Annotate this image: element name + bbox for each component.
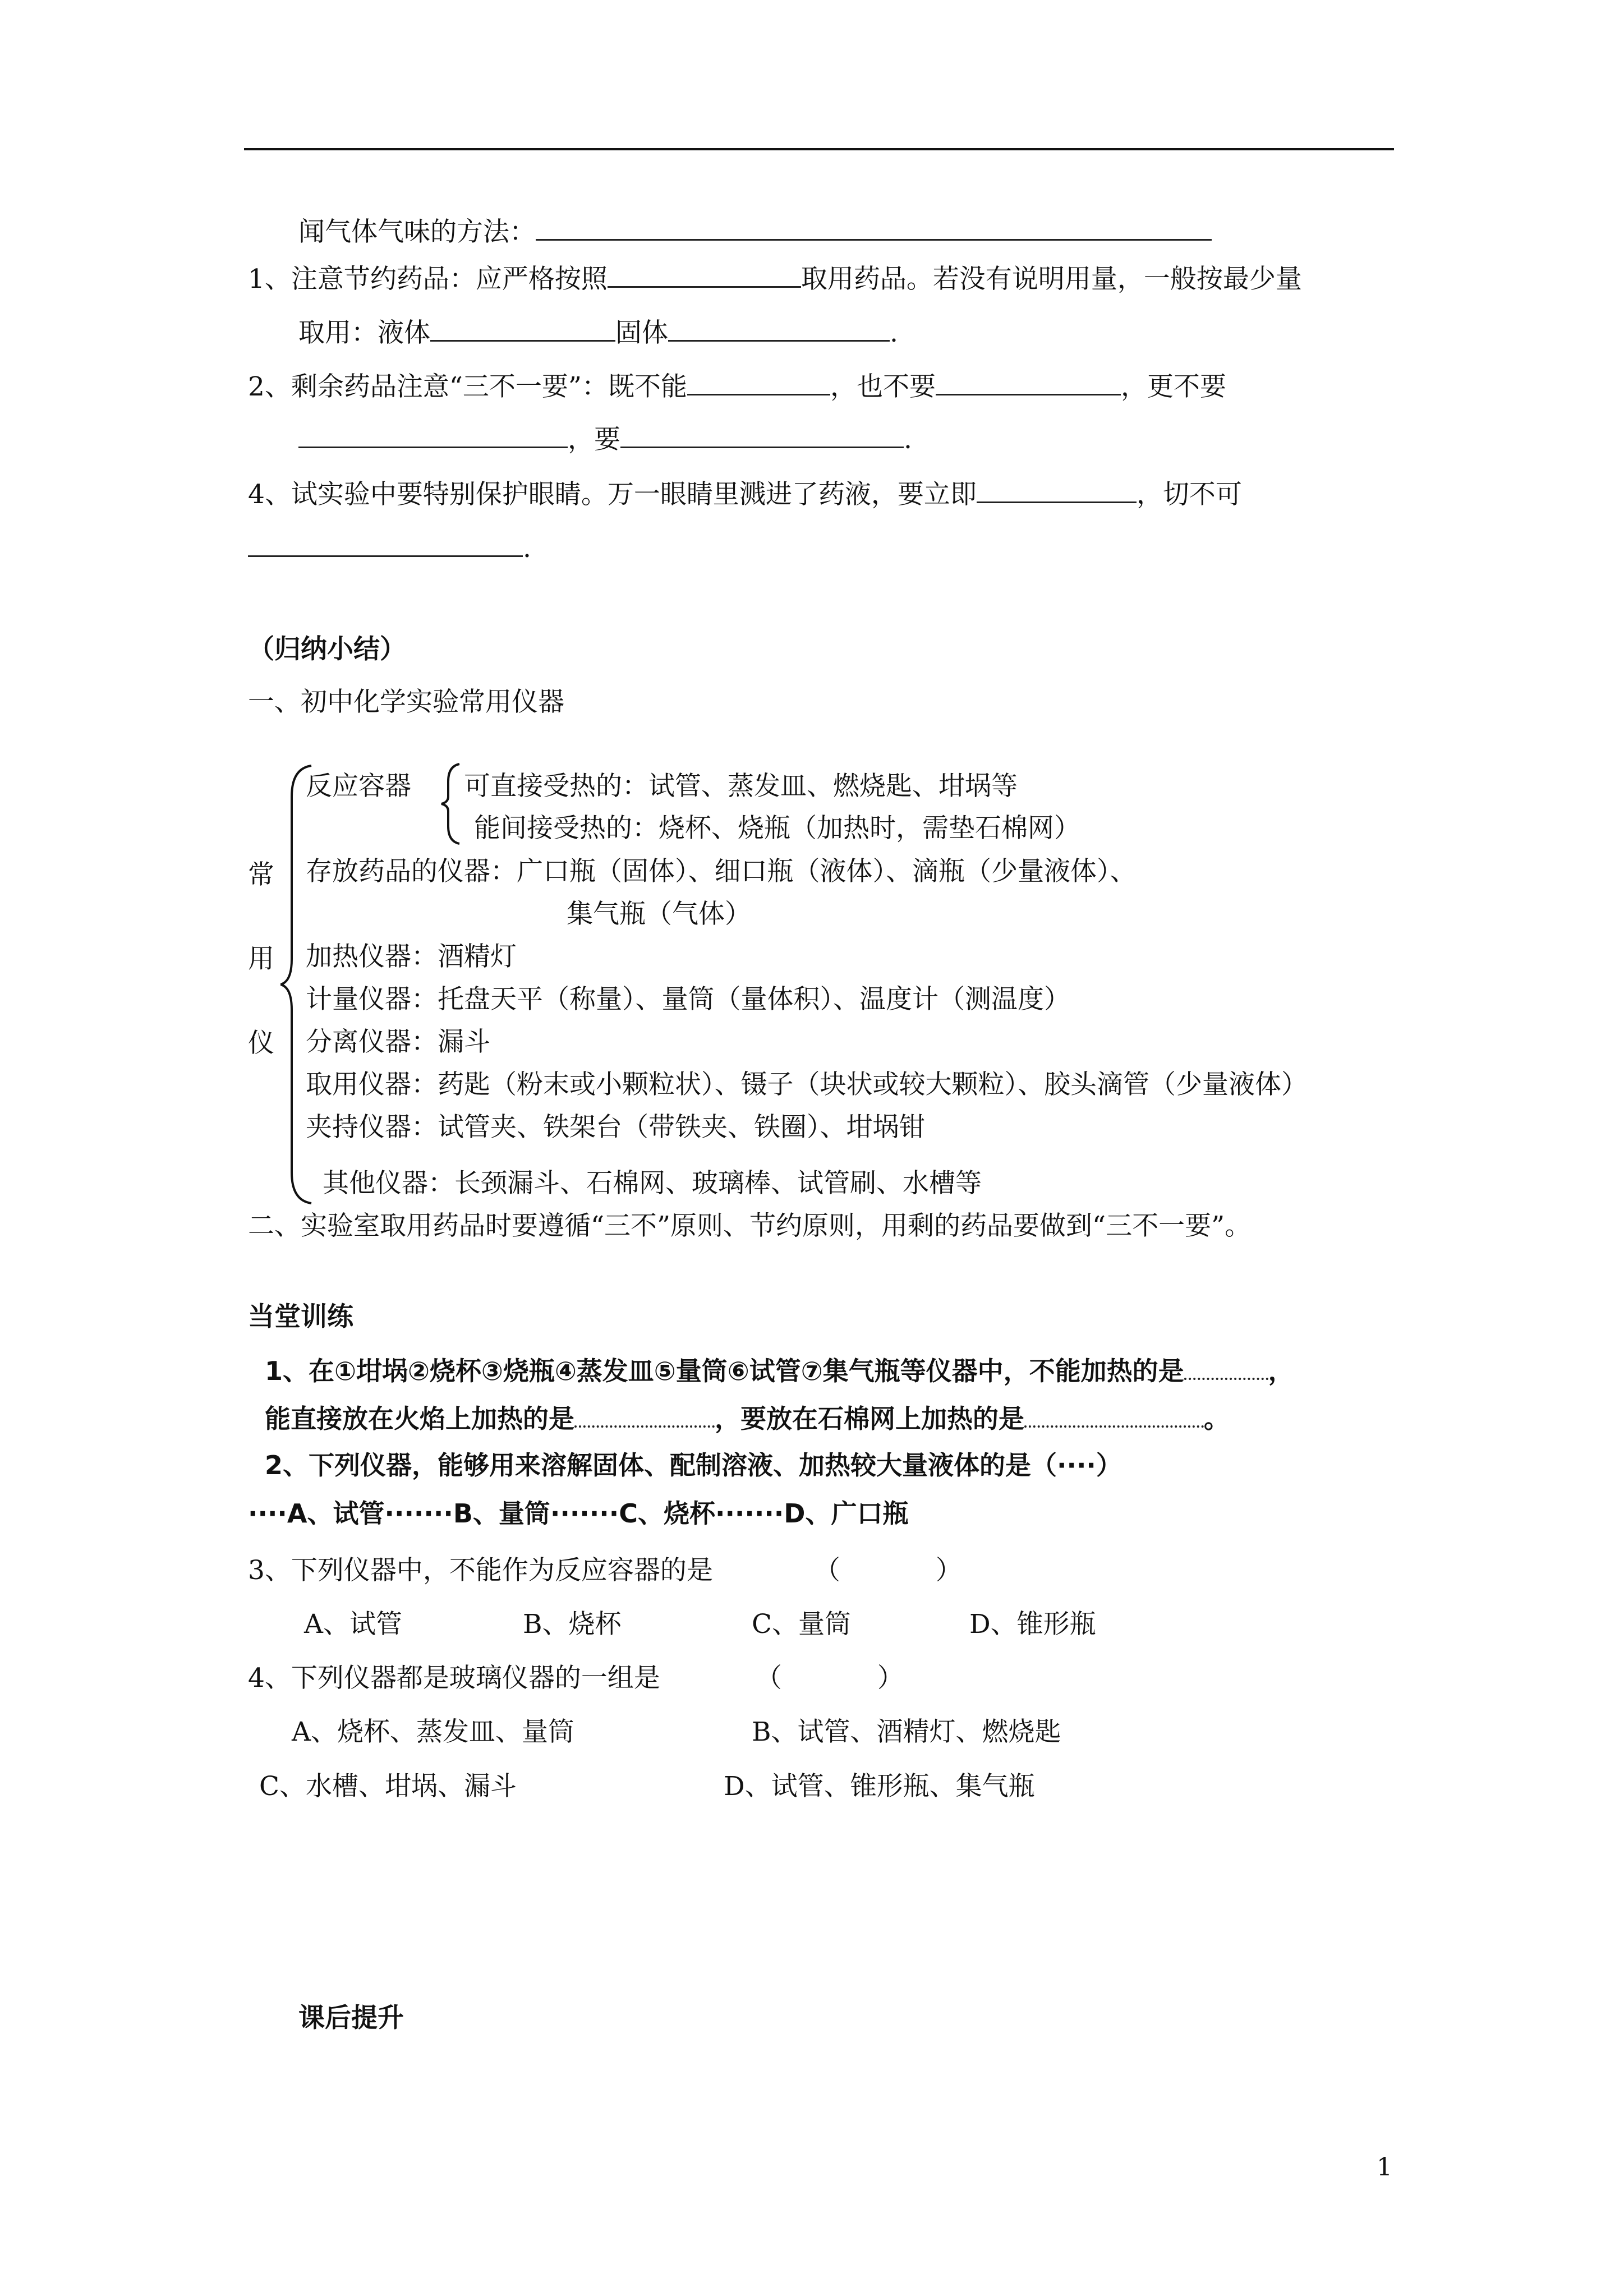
punctuation: ， xyxy=(1268,1356,1294,1386)
question-text: 取用药品。若没有说明用量，一般按最少量 xyxy=(801,264,1302,295)
practice-q1-line-1 xyxy=(265,1353,1294,1388)
small-left-brace xyxy=(439,762,462,846)
question-text: 1、在①坩埚②烧杯③烧瓶④蒸发皿⑤量筒⑥试管⑦集气瓶等仪器中，不能加热的是 xyxy=(265,1356,1184,1386)
question-text: 1、注意节约药品：应严格按照 xyxy=(248,264,608,295)
after-class-heading: 课后提升 xyxy=(298,2003,404,2033)
measuring-line: 计量仪器：托盘天平（称量）、量筒（量体积）、温度计（测温度） xyxy=(306,984,1070,1015)
answer-blank[interactable] xyxy=(430,315,615,342)
page-number: 1 xyxy=(1377,2153,1392,2182)
question-2-line-2 xyxy=(298,422,912,457)
answer-blank[interactable] xyxy=(668,315,890,342)
vertical-label-char: 常 xyxy=(248,859,274,890)
punctuation: . xyxy=(890,318,898,348)
practice-q4 xyxy=(248,1662,904,1695)
question-text: ，更不要 xyxy=(1120,371,1226,402)
practice-heading: 当堂训练 xyxy=(248,1301,353,1332)
answer-blank[interactable] xyxy=(1024,1401,1204,1428)
header-rule xyxy=(244,148,1394,150)
answer-blank[interactable] xyxy=(687,369,830,395)
practice-q1-line-2 xyxy=(265,1401,1230,1435)
reaction-container-label: 反应容器 xyxy=(306,771,411,802)
answer-paren: ） xyxy=(935,1555,962,1586)
answer-paren: （ xyxy=(813,1555,840,1586)
smell-method-label: 闻气体气味的方法： xyxy=(298,217,536,247)
answer-paren: （ xyxy=(755,1663,782,1694)
practice-q2-options: ····A、试管·······B、量筒·······C、烧杯·······D、广口瓶 xyxy=(248,1498,909,1529)
answer-blank[interactable] xyxy=(1184,1353,1268,1380)
q3-option-a[interactable]: A、试管 xyxy=(304,1609,402,1640)
question-1-line-2 xyxy=(298,315,898,350)
question-text: 2、剩余药品注意“三不一要”：既不能 xyxy=(248,371,687,402)
answer-blank[interactable] xyxy=(936,369,1121,395)
question-text: 3、下列仪器中，不能作为反应容器的是 xyxy=(248,1555,713,1586)
practice-q3 xyxy=(248,1554,962,1588)
answer-paren: ） xyxy=(877,1663,904,1694)
vertical-label-char: 仪 xyxy=(248,1028,274,1059)
punctuation: . xyxy=(523,533,531,564)
holding-line: 夹持仪器：试管夹、铁架台（带铁夹、铁圈）、坩埚钳 xyxy=(306,1112,926,1143)
answer-blank[interactable] xyxy=(977,477,1137,503)
answer-blank[interactable] xyxy=(536,214,1212,241)
punctuation: 。 xyxy=(1204,1404,1230,1434)
question-text: 固体 xyxy=(615,318,668,348)
smell-method-line xyxy=(298,214,1212,249)
section-1-heading: 一、初中化学实验常用仪器 xyxy=(248,687,564,717)
question-text: 取用：液体 xyxy=(298,318,430,348)
others-line: 其他仪器：长颈漏斗、石棉网、玻璃棒、试管刷、水槽等 xyxy=(323,1168,982,1199)
answer-blank[interactable] xyxy=(608,261,801,288)
vertical-label-char: 用 xyxy=(248,944,274,974)
question-1-line-1 xyxy=(248,261,1302,296)
heating-line: 加热仪器：酒精灯 xyxy=(306,941,517,972)
answer-blank[interactable] xyxy=(574,1401,715,1428)
section-2-line: 二、实验室取用药品时要遵循“三不”原则、节约原则，用剩的药品要做到“三不一要”。 xyxy=(248,1211,1252,1241)
question-text: 4、下列仪器都是玻璃仪器的一组是 xyxy=(248,1663,660,1694)
q3-option-d[interactable]: D、锥形瓶 xyxy=(969,1609,1096,1640)
question-4-line-1 xyxy=(248,477,1242,512)
summary-heading: （归纳小结） xyxy=(248,634,406,665)
question-text: ，切不可 xyxy=(1136,479,1242,510)
answer-blank[interactable] xyxy=(298,422,568,448)
answer-blank[interactable] xyxy=(620,422,904,448)
separation-line: 分离仪器：漏斗 xyxy=(306,1027,490,1057)
q3-option-b[interactable]: B、烧杯 xyxy=(523,1609,622,1640)
question-text: ，要 xyxy=(568,424,620,455)
taking-line: 取用仪器：药匙（粉末或小颗粒状）、镊子（块状或较大颗粒）、胶头滴管（少量液体） xyxy=(306,1069,1308,1100)
q4-option-c[interactable]: C、水槽、坩埚、漏斗 xyxy=(259,1771,517,1802)
q3-option-c[interactable]: C、量筒 xyxy=(752,1609,851,1640)
punctuation: . xyxy=(904,424,912,455)
question-text: 4、试实验中要特别保护眼睛。万一眼睛里溅进了药液，要立即 xyxy=(248,479,977,510)
question-text: 能直接放在火焰上加热的是 xyxy=(265,1404,574,1434)
q4-option-b[interactable]: B、试管、酒精灯、燃烧匙 xyxy=(752,1717,1061,1747)
question-text: ，要放在石棉网上加热的是 xyxy=(715,1404,1024,1434)
answer-blank[interactable] xyxy=(248,531,523,557)
storage-continuation: 集气瓶（气体） xyxy=(567,899,751,930)
indirect-heat-line: 能间接受热的：烧杯、烧瓶（加热时，需垫石棉网） xyxy=(474,813,1080,844)
q4-option-a[interactable]: A、烧杯、蒸发皿、量筒 xyxy=(292,1717,574,1747)
direct-heat-line: 可直接受热的：试管、蒸发皿、燃烧匙、坩埚等 xyxy=(464,771,1018,802)
question-4-line-2 xyxy=(248,531,531,565)
practice-q2: 2、下列仪器，能够用来溶解固体、配制溶液、加热较大量液体的是（····） xyxy=(265,1450,1122,1480)
question-2-line-1 xyxy=(248,369,1226,404)
storage-line: 存放药品的仪器：广口瓶（固体）、细口瓶（液体）、滴瓶（少量液体）、 xyxy=(306,856,1137,887)
question-text: ，也不要 xyxy=(830,371,936,402)
q4-option-d[interactable]: D、试管、锥形瓶、集气瓶 xyxy=(724,1771,1035,1802)
